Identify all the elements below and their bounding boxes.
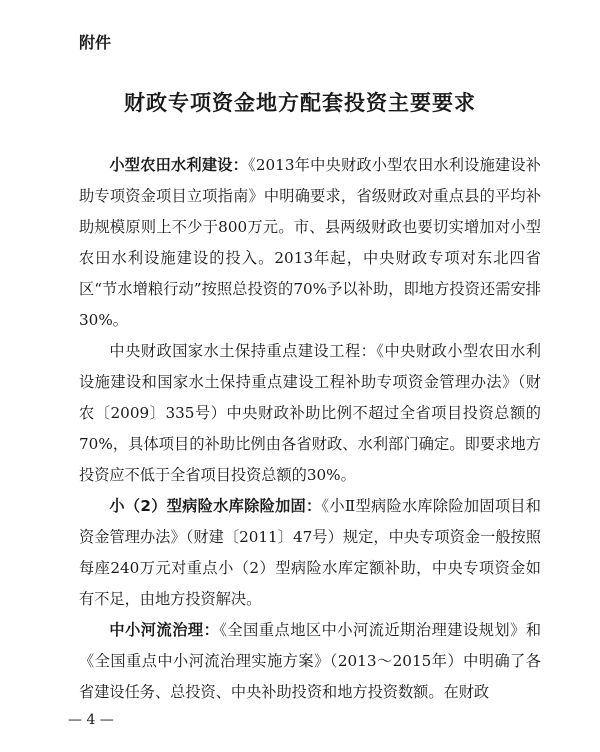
page-number: — 4 — (68, 712, 114, 728)
attachment-label: 附件 (79, 33, 112, 52)
paragraph-heading: 小（2）型病险水库除险加固： (109, 497, 322, 515)
paragraph-heading: 小型农田水利建设： (109, 156, 249, 174)
paragraph-heading: 中小河流治理： (109, 621, 220, 639)
paragraph-body: 《全国重点地区中小河流近期治理建设规划》和《全国重点中小河流治理实施方案》（2013～2015年）中明确了各省建设任务、总投资、中央补助投资和地方投资数额。在财政 (79, 621, 542, 701)
paragraph-body: 《2013年中央财政小型农田水利设施建设补助专项资金项目立项指南》中明确要求，省级财政对重点县的平均补助规模原则上不少于800万元。市、县两级财政也要切实增加对小型农田水利设施建设的投入。2013年起，中央财政专项对东北四省区“节水增粮行动”按照总投资的70%予以补助，即地方投资还需安排30%。 (79, 156, 541, 329)
paragraph-soil-water-conservation (79, 336, 541, 491)
paragraph-body: 《小Ⅱ型病险水库除险加固项目和资金管理办法》（财建〔2011〕47号）规定，中央专项资金一般按照每座240万元对重点小（2）型病险水库定额补助，中央专项资金如有不足，由地方投资解决。 (79, 497, 541, 608)
paragraph-body: 中央财政国家水土保持重点建设工程：《中央财政小型农田水利设施建设和国家水土保持重点建设工程补助专项资金管理办法》（财农〔2009〕335号）中央财政补助比例不超过全省项目投资总额的70%，具体项目的补助比例由各省财政、水利部门确定。即要求地方投资应不低于全省项目投资总额的30%。 (79, 342, 541, 484)
paragraph-reservoir-reinforcement (79, 491, 541, 615)
document-title: 财政专项资金地方配套投资主要要求 (124, 90, 476, 115)
paragraph-small-farmland-irrigation (79, 150, 541, 336)
paragraph-river-governance (79, 615, 541, 708)
